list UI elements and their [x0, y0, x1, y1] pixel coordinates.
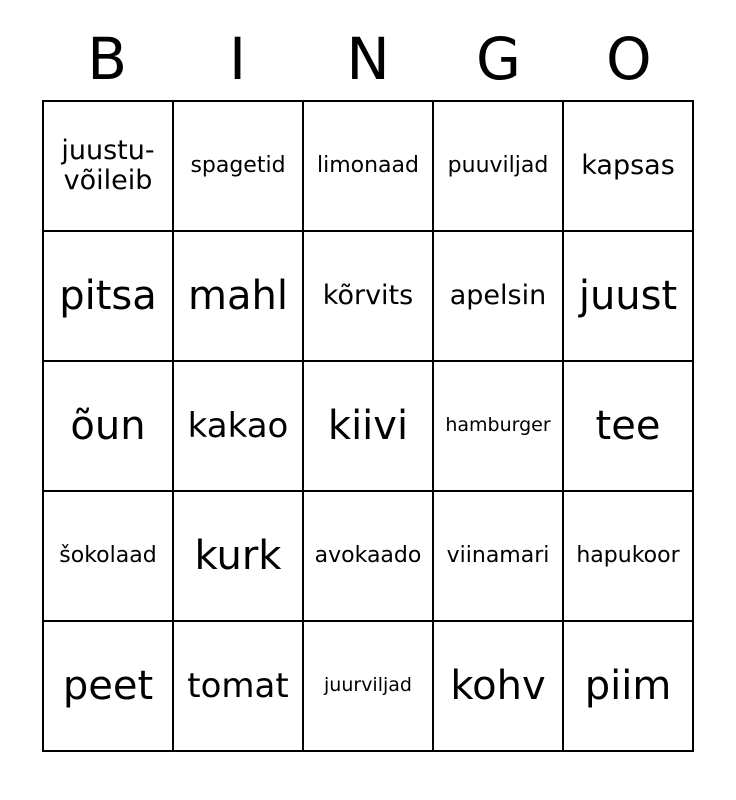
bingo-cell-label: õun — [70, 402, 146, 449]
bingo-cell[interactable] — [434, 492, 564, 622]
bingo-cell-label: kakao — [187, 405, 289, 446]
bingo-cell-label: juust — [578, 272, 678, 319]
bingo-cell[interactable] — [564, 102, 694, 232]
bingo-cell[interactable] — [304, 362, 434, 492]
bingo-cell[interactable] — [564, 492, 694, 622]
bingo-cell-label: juurviljad — [324, 674, 412, 697]
bingo-cell-label: piim — [584, 662, 672, 709]
bingo-cell-label: hamburger — [445, 414, 551, 437]
bingo-cell[interactable] — [304, 492, 434, 622]
bingo-cell-label: kõrvits — [322, 279, 414, 311]
bingo-cell-label: mahl — [188, 272, 288, 319]
bingo-cell[interactable] — [564, 362, 694, 492]
bingo-cell-label: apelsin — [449, 279, 547, 311]
bingo-cell[interactable] — [434, 622, 564, 752]
bingo-header-letter-b: B — [87, 25, 128, 93]
bingo-cell[interactable] — [174, 492, 304, 622]
bingo-row — [44, 102, 694, 232]
bingo-cell-label: hapukoor — [576, 542, 680, 568]
bingo-cell[interactable] — [304, 622, 434, 752]
bingo-header-letter-o: O — [606, 25, 652, 93]
bingo-cell-label: puuviljad — [447, 152, 549, 178]
bingo-cell[interactable] — [434, 232, 564, 362]
bingo-cell-label: tomat — [187, 665, 289, 706]
bingo-header-row — [42, 0, 694, 93]
bingo-cell-label: avokaado — [314, 542, 422, 568]
bingo-cell[interactable] — [564, 622, 694, 752]
bingo-row — [44, 232, 694, 362]
bingo-cell-label: pitsa — [59, 272, 157, 319]
bingo-cell[interactable] — [44, 102, 174, 232]
bingo-row — [44, 492, 694, 622]
bingo-cell-label: tee — [595, 402, 661, 449]
bingo-cell[interactable] — [44, 362, 174, 492]
bingo-cell[interactable] — [434, 102, 564, 232]
bingo-cell-label: kapsas — [581, 149, 675, 181]
bingo-cell-label: viinamari — [446, 542, 550, 568]
bingo-cell[interactable] — [44, 232, 174, 362]
bingo-header-letter-n: N — [346, 25, 390, 93]
bingo-cell-label: limonaad — [317, 152, 419, 178]
bingo-cell-label: kiivi — [327, 402, 409, 449]
bingo-cell[interactable] — [304, 102, 434, 232]
bingo-cell[interactable] — [174, 232, 304, 362]
bingo-row — [44, 362, 694, 492]
bingo-cell[interactable] — [174, 102, 304, 232]
bingo-cell-label: juustu- võileib — [61, 134, 155, 196]
bingo-cell[interactable] — [174, 622, 304, 752]
bingo-cell[interactable] — [44, 492, 174, 622]
bingo-cell-label: kohv — [450, 662, 546, 709]
bingo-cell-label: kurk — [194, 532, 282, 579]
bingo-cell[interactable] — [434, 362, 564, 492]
bingo-cell-label: šokolaad — [59, 542, 157, 568]
bingo-cell-label: spagetid — [190, 152, 286, 178]
bingo-cell[interactable] — [44, 622, 174, 752]
bingo-grid — [42, 100, 694, 752]
bingo-cell-label: peet — [62, 662, 154, 709]
bingo-cell[interactable] — [564, 232, 694, 362]
bingo-header-letter-i: I — [229, 25, 247, 93]
bingo-header-letter-g: G — [475, 25, 521, 93]
bingo-row — [44, 622, 694, 752]
bingo-cell[interactable] — [304, 232, 434, 362]
bingo-cell[interactable] — [174, 362, 304, 492]
